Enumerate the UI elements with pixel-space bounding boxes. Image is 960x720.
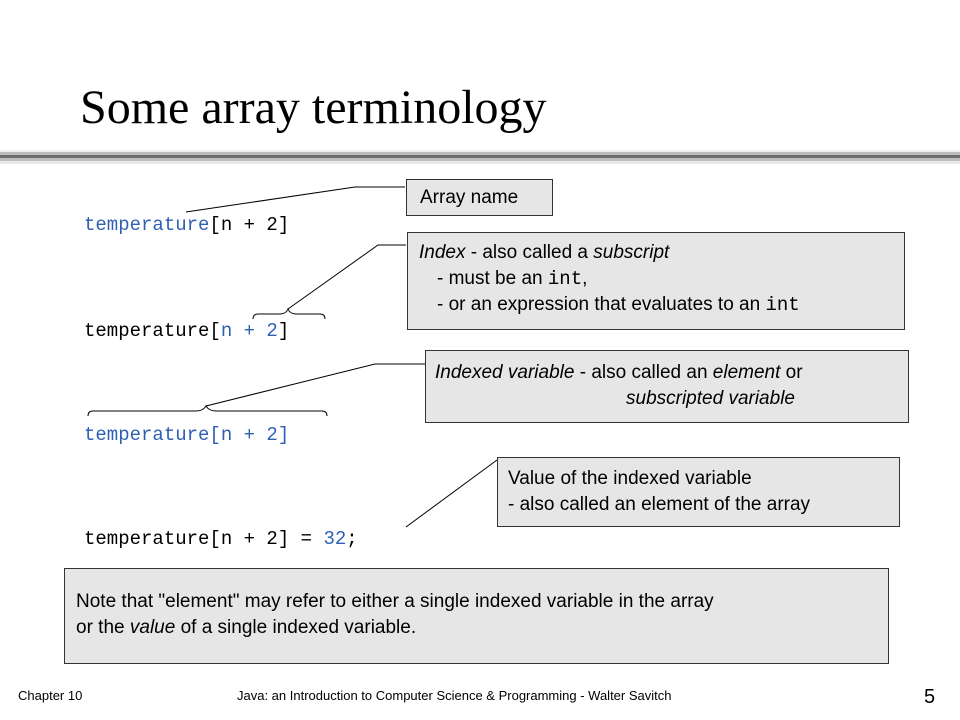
callout-index-line1 [419,240,904,266]
callout-index-line2-comma: , [582,268,588,289]
code-index: n + 2 [220,214,278,236]
term-subscripted-variable: subscripted variable [626,388,795,409]
index-connector [288,245,406,309]
code-index: n + 2 [220,528,278,550]
code-bracket-open: [ [209,320,221,342]
code-bracket-open: [ [209,424,221,446]
callout-value-line1: Value of the indexed variable [508,468,752,489]
term-index: Index [419,242,466,263]
indexed-variable-connector [206,364,425,406]
code-bracket-close: ] [277,214,290,236]
slide-title: Some array terminology [80,81,547,134]
callout-index-line3 [419,292,904,318]
code-bracket-open: [ [209,528,221,550]
code-index: n + 2 [220,320,278,342]
note-value-term: value [129,617,176,638]
code-bracket-open: [ [209,214,221,236]
callout-indexed-variable [425,350,909,423]
code-index: n + 2 [220,424,278,446]
code-bracket-close: ] [277,320,290,342]
callout-index [407,232,905,330]
array-name-connector [186,187,405,212]
code-semicolon: ; [346,528,358,550]
note-box [64,568,889,664]
callout-array-name-text: Array name [420,187,519,208]
code-bracket-close: ] [277,424,290,446]
callout-array-name [406,179,553,216]
callout-value-line2: - also called an element of the array [508,494,811,515]
callout-value [497,457,900,527]
code-value: 32 [323,528,347,550]
term-subscript: subscript [593,242,670,263]
value-connector [406,460,497,527]
code-bracket-close: ] [277,528,290,550]
callout-indexed-variable-text2: or [780,362,803,383]
term-element: element [712,362,781,383]
callout-index-line2 [419,266,904,292]
callout-index-line3-text: - or an expression that evaluates to an [437,294,766,315]
indexed-variable-brace [88,406,327,416]
index-brace [253,309,325,319]
note-line2-post: of a single indexed variable. [175,617,417,638]
code-array-name: temperature [84,424,210,446]
callout-indexed-variable-line2 [435,386,908,412]
footer-chapter: Chapter 10 [18,688,83,703]
term-indexed-variable: Indexed variable [435,362,575,383]
page-number: 5 [924,686,936,708]
code-int: int [765,294,800,316]
callout-indexed-variable-text1: - also called an [574,362,713,383]
code-assign: = [289,528,324,550]
code-int: int [547,268,583,290]
code-array-name: temperature [84,528,210,550]
callout-indexed-variable-line1 [435,360,908,386]
note-line2 [76,615,888,641]
code-array-name: temperature [84,320,210,342]
note-line1: Note that "element" may refer to either a single indexed variable in the array [76,591,714,612]
note-line2-pre: or the [76,617,130,638]
callout-index-line2-text: - must be an [437,268,548,289]
footer-course: Java: an Introduction to Computer Science & Programming - Walter Savitch [237,688,672,703]
callout-index-text1: - also called a [465,242,594,263]
code-array-name: temperature [84,214,210,236]
